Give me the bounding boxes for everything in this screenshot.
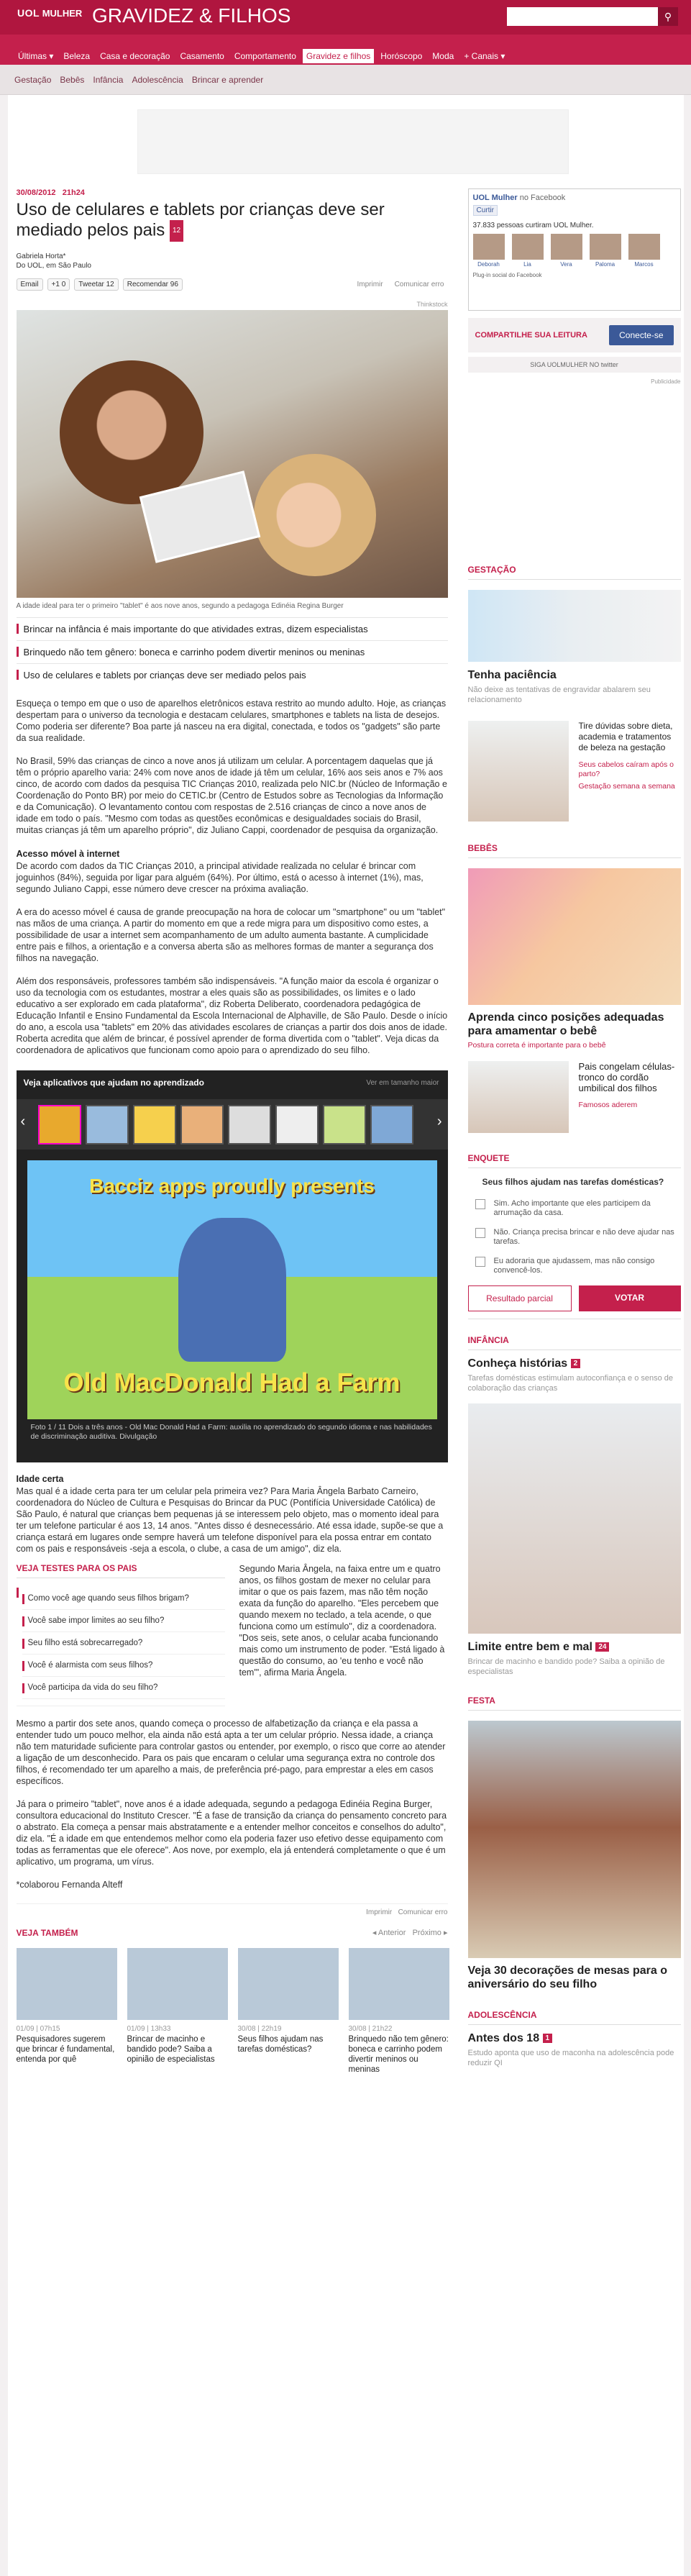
thumbnail: [17, 1948, 117, 2020]
related-link[interactable]: Brincar na infância é mais importante do que atividades extras, dizem especialistas: [17, 617, 448, 640]
nav-item[interactable]: Casa e decoração: [100, 51, 170, 61]
fb-name[interactable]: Deborah: [477, 261, 500, 268]
fb-name[interactable]: Paloma: [595, 261, 616, 268]
byline: Gabriela Horta* Do UOL, em São Paulo: [16, 252, 91, 270]
fb-face[interactable]: [590, 234, 621, 268]
section-gestacao: GESTAÇÃO Tenha paciência Não deixe as tentativas de engravidar abalarem seu relacionamento Tire dúvidas sobre dieta, academia e tratamentos de beleza na gestação Seus cabelos caíram após o parto? Gestação semana a semana: [468, 565, 681, 822]
gallery-thumb[interactable]: [275, 1105, 319, 1144]
poll: ENQUETE Seus filhos ajudam nas tarefas domésticas? Sim. Acho importante que eles participem da arrumação da casa. Não. Criança precisa brincar e não deve ajudar nas tarefas. Eu adoraria que ajudassem, mas não consigo convencê-los. Resultado parcial VOTAR: [468, 1153, 681, 1319]
link[interactable]: Famosos aderem: [578, 1101, 638, 1109]
article-date: 30/08/2012 21h24: [16, 188, 85, 197]
fb-name[interactable]: Marcos: [634, 261, 654, 268]
test-link[interactable]: Você sabe impor limites ao seu filho?: [22, 1610, 225, 1632]
fb-name[interactable]: Vera: [560, 261, 572, 268]
test-link[interactable]: Você é alarmista com seus filhos?: [22, 1655, 225, 1677]
twitter-follow[interactable]: SIGA UOLMULHER NO twitter: [468, 357, 681, 373]
gallery-thumb[interactable]: [180, 1105, 224, 1144]
recommend-button[interactable]: Recomendar 96: [123, 278, 183, 291]
tweet-button[interactable]: Tweetar 12: [74, 278, 118, 291]
partial-result-button[interactable]: Resultado parcial: [468, 1285, 572, 1311]
gallery-image: Bacciz apps proudly presents Old MacDonald Had a Farm: [27, 1160, 437, 1419]
item-date: 01/09 | 07h15: [16, 2025, 60, 2033]
prev-button[interactable]: ◂ Anterior: [372, 1929, 406, 1937]
headline[interactable]: Aprenda cinco posições adequadas para amamentar o bebê: [467, 1011, 664, 1037]
subhead-acesso: Acesso móvel à internet: [16, 849, 120, 859]
photo-caption: A idade ideal para ter o primeiro "tablet" é aos nove anos, segundo a pedagoga Edinéia Regina Burger: [16, 602, 344, 610]
section-adolescencia: ADOLESCÊNCIA Antes dos 18 1 Estudo aponta que uso de maconha na adolescência pode reduzir QI: [468, 2010, 681, 2068]
nav-item[interactable]: + Canais ▾: [464, 51, 505, 61]
photo-credit: Thinkstock: [416, 301, 448, 308]
nav-item[interactable]: Casamento: [180, 51, 224, 61]
section-bebes: BEBÊS Aprenda cinco posições adequadas para amamentar o bebê Postura correta é importante para o bebê Pais congelam células-tronco do cordão umbilical dos filhos Famosos aderem: [468, 843, 681, 1133]
headline[interactable]: Veja 30 decorações de mesas para o aniversário do seu filho: [467, 1965, 667, 1990]
enlarge-link[interactable]: Ver em tamanho maior: [366, 1079, 439, 1087]
gallery-thumb[interactable]: [370, 1105, 413, 1144]
ad-banner[interactable]: [137, 109, 569, 174]
article-footer: Imprimir Comunicar erro: [17, 1903, 448, 1916]
share-bar: [17, 276, 448, 292]
see-also-item[interactable]: [127, 1948, 228, 2075]
nav-item[interactable]: Horóscopo: [380, 51, 423, 61]
checkbox[interactable]: [475, 1199, 485, 1209]
search-input[interactable]: [507, 7, 658, 26]
photo-gallery[interactable]: Veja aplicativos que ajudam no aprendizado Ver em tamanho maior ‹ › Bacciz apps proudly presents Old MacDonald Had a Farm Foto 1 / 11 Dois a três anos - Old Mac Donald Had a Farm: auxilia no aprendizado do segundo idioma e nas habilidades de discriminação auditiva. Divulgação: [17, 1070, 448, 1462]
poll-option[interactable]: [475, 1257, 681, 1275]
item-date: 30/08 | 22h19: [237, 2025, 282, 2033]
search-icon[interactable]: ⚲: [658, 7, 678, 26]
main-nav: [0, 35, 691, 65]
gallery-thumb[interactable]: [86, 1105, 129, 1144]
headline[interactable]: Tenha paciência: [467, 669, 557, 681]
comment-count-badge[interactable]: 12: [170, 220, 183, 242]
article-title: Uso de celulares e tablets por crianças deve ser mediado pelos pais 12: [17, 200, 448, 242]
link[interactable]: Seus cabelos caíram após o parto?: [578, 760, 674, 778]
related-link[interactable]: Uso de celulares e tablets por crianças deve ser mediado pelos pais: [17, 663, 448, 686]
item-title[interactable]: Pesquisadores sugerem que brincar é fundamental, entenda por quê: [16, 2035, 115, 2064]
section-infancia: INFÂNCIA Conheça histórias 2 Tarefas domésticas estimulam autoconfiança e o senso de colaboração das crianças Limite entre bem e mal 24 Brincar de macinho e bandido pode? Saiba a opinião de especialistas: [468, 1335, 681, 1677]
headline[interactable]: Pais congelam células-tronco do cordão umbilical dos filhos: [578, 1061, 675, 1093]
nav-item[interactable]: Beleza: [63, 51, 91, 61]
print-button[interactable]: Imprimir: [357, 280, 383, 288]
report-error-link[interactable]: Comunicar erro: [394, 280, 444, 288]
channel-title[interactable]: GRAVIDEZ & FILHOS: [92, 4, 291, 27]
fb-face[interactable]: [473, 234, 505, 268]
fb-face[interactable]: [512, 234, 544, 268]
gallery-next-icon[interactable]: ›: [436, 1114, 442, 1129]
see-also-item[interactable]: [17, 1948, 117, 2075]
item-title[interactable]: Brincar de macinho e bandido pode? Saiba a opinião de especialistas: [127, 2035, 215, 2064]
item-title[interactable]: Brinquedo não tem gênero: boneca e carrinho podem divertir meninos ou meninas: [348, 2035, 449, 2074]
fb-face[interactable]: [628, 234, 660, 268]
header: [0, 0, 691, 35]
poll-option-label: Sim. Acho importante que eles participem da arrumação da casa.: [493, 1199, 651, 1217]
see-also-item[interactable]: [349, 1948, 449, 2075]
gallery-caption: Foto 1 / 11 Dois a três anos - Old Mac Donald Had a Farm: auxilia no aprendizado do segundo idioma e nas habilidades de discriminação auditiva. Divulgação: [30, 1423, 432, 1441]
related-link[interactable]: Brinquedo não tem gênero: boneca e carrinho podem divertir meninos ou meninas: [17, 640, 448, 663]
gallery-thumb[interactable]: [228, 1105, 271, 1144]
thumbnail: [127, 1948, 228, 2020]
section-festa: FESTA Veja 30 decorações de mesas para o aniversário do seu filho: [468, 1696, 681, 1991]
subnav-item[interactable]: Brincar e aprender: [191, 75, 264, 85]
note: *colaborou Fernanda Alteff: [16, 1880, 123, 1890]
subnav-item[interactable]: Infância: [93, 75, 124, 85]
item-date: 01/09 | 13h33: [127, 2025, 171, 2033]
poll-option[interactable]: [475, 1199, 681, 1218]
poll-option-label: Eu adoraria que ajudassem, mas não consigo convencê-los.: [493, 1257, 655, 1275]
poll-option-label: Não. Criança precisa brincar e não deve ajudar nas tarefas.: [493, 1228, 674, 1246]
checkbox[interactable]: [475, 1228, 485, 1238]
gallery-thumb[interactable]: [38, 1105, 81, 1144]
related-links: [17, 617, 448, 686]
tests-box: VEJA TESTES PARA OS PAIS Como você age quando seus filhos brigam? Você sabe impor limites ao seu filho? Seu filho está sobrecarregado? Você é alarmista com seus filhos? Você participa da vida do seu filho?: [17, 1563, 225, 1706]
logo[interactable]: UOL MULHER: [17, 7, 83, 19]
fb-face[interactable]: [551, 234, 582, 268]
thumbnail: [349, 1948, 449, 2020]
fb-name[interactable]: Lia: [523, 261, 531, 268]
article: 30/08/2012 21h24 Uso de celulares e tablets por crianças deve ser mediado pelos pais 12 Gabriela Horta* Do UOL, em São Paulo Email +1 0 Tweetar 12 Recomendar 96 Imprimir Comunicar erro Thinkstock A idade ideal para ter o primeiro "tablet" é aos nove anos, segundo a pedagoga Edinéia Regina Burger Brincar na infância é mais importante do que atividades extras, dizem especialistas Brinquedo não tem gênero: boneca e carrinho podem divertir meninos ou meninas Uso de celulares e tablets por crianças deve ser mediado pelos pais Esqueça o tempo em que o uso de aparelhos eletrônicos estava restrito ao mundo adulto. Hoje, as crianças despertam para o universo da tecnologia e destacam celulares, smartphones e tablets na lista de desejos. Como poderia ser diferente? Boa parte já nasceu na era digital, conectada, e todos os "gadgets" são parte da sua realidade. No Brasil, 59% das crianças de cinco a nove anos já utilizam um celular. A porcentagem daquelas que já têm o próprio aparelho varia: 24% com nove anos de idade já têm um celular, 16% aos seis anos e 7% aos cinco, de acordo com dados da pesquisa TIC Crianças 2010, realizada pelo NIC.br (Núcleo de Informação e Coordenação do Ponto BR) por meio do CETIC.br (Centro de Estudos sobre as Tecnologias da Informação e da Comunicação). O levantamento contou com respostas de 2.516 crianças de cinco a nove anos de idade em todo o país. "Mesmo com todas as questões econômicas e desigualdades sociais do Brasil, muitas crianças já têm um aparelho próprio", diz Juliano Cappi, coordenador de pesquisa da organização. Acesso móvel à internet De acordo com dados da TIC Crianças 2010, a principal atividade realizada no celular é brincar com joguinhos (84%), seguida por ligar para alguém (64%). Por último, está o acesso à internet (1%), mas, segundo Juliano Cappi, esse número deve crescer na próxima avaliação. A era do acesso móvel é causa de grande preocupação na hora de colocar um "smartphone" ou um "tablet" nas mãos de uma criança. A partir do momento em que a rede migra para um dispositivo como estes, a possibilidade de usar a internet sem acompanhamento de um adulto aumenta bastante. A cumplicidade entre pais e filhos, a orientação e a conversa aberta são as melhores formas de manter a segurança dos filhos na navegação. Além dos responsáveis, professores também são indispensáveis. "A função maior da escola é organizar o uso da tecnologia com os estudantes, mostrar a eles quais são as possibilidades, os limites e o lado educativo a ser explorado em cada plataforma", diz Roberta Deliberato, coordenadora pedagógica de Educação Infantil e Ensino Fundamental da Escola Internacional de Alphaville, de São Paulo. Desde o início do ano, a escola usa "tablets" em 20% das atividades escolares de crianças a partir dos dois anos de idade. Roberta acredita que além de brincar, é possível aprender de forma divertida com o "tablet". Veja dicas da coordenadora de aplicativos que funcionam como apoio para o aprendizado do seu filho. Veja aplicativos que ajudam no aprendizado Ver em tamanho maior ‹ › Bacciz apps proudly presents Old MacDonald Had a Farm Foto 1 / 11 Dois a três anos - Old Mac Donald Had a Farm: auxilia no aprendizado do segundo idioma e nas habilidades de discriminação auditiva. Divulgação Idade certa Mas qual é a idade certa para ter um celular pela primeira vez? Para Maria Ângela Barbato Carneiro, coordenadora do Núcleo de Cultura e Pesquisas do Brincar da PUC (Pontifícia Universidade Católica) de São Paulo, é natural que crianças bem pequenas já se interessem pelo objeto, mas o momento ideal para ter um telefone particular é aos 13, 14 anos. "Antes disso é desnecessário. Até essa idade, supõe-se que a criança estará em lugares onde sempre haverá um telefone disponível para ela possa entrar em contato com os pais e responsáveis -seja a escola, o clube, a casa de um amigo", diz ela. VEJA TESTES PARA OS PAIS Como você age quando seus filhos brigam? Você sabe impor limites ao seu filho? Seu filho está sobrecarregado? Você é alarmista com seus filhos? Você participa da vida do seu filho? Segundo Maria Ângela, na faixa entre um e quatro anos, os filhos gostam de mexer no celular para imitar o que os pais fazem, mas não têm noção exata da função do aparelho. "Eles percebem que quando mexem no teclado, a tela acende, o que funciona como um estímulo", diz a coordenadora. "Dos seis, sete anos, o celular acaba funcionando mais como um instrumento de poder. "Está ligado à questão do consumo, ao 'eu tenho e você não tem'", afirma Maria Ângela. Mesmo a partir dos sete anos, quando começa o processo de alfabetização da criança e ela passa a entender tudo um pouco melhor, ela ainda não está apta a ter um celular próprio. Nessa idade, a criança não tem maturidade suficiente para controlar gastos ou entender, por exemplo, o risco que corre ao atender a ligação de um desconhecido. Para os pais que encaram o celular uma segurança extra no controle dos filhos, é recomendado ter um aparelho a mais, de preferência pré-pago, para emprestar a eles em casos específicos. Já para o primeiro "tablet", nove anos é a idade adequada, segundo a pedagoga Edinéia Regina Burger, consultora educacional do Instituto Crescer. "É a fase de transição da criança do pensamento concreto para o abstrato. Ela começa a pensar mais abstratamente e a entender melhor conceitos e conselhos do adulto", diz ela. "É a idade em que entendemos melhor como ela poderia fazer uso efetivo desse equipamento com todas as ferramentas que ele oferece". Aos nove, por exemplo, ela já entenderá completamente o que é um aplicativo, um programa, um vírus. *colaborou Fernanda Alteff Imprimir Comunicar erro VEJA TAMBÉM ◂ Anterior Próximo ▸ 01/09 | 07h15 Pesquisadores sugerem que brincar é fundamental, entenda por quê 01/09 | 13h33 Brincar de macinho e bandido pode? Saiba a opinião de especialistas 30/08 | 22h19 Seus filhos ajudam nas tarefas domésticas? 30/08 | 21h22 Brinquedo não tem gênero: boneca e carrinho podem divertir meninos ou meninas: [16, 188, 449, 2074]
poll-option[interactable]: [475, 1228, 681, 1247]
facebook-connect-button[interactable]: Conecte-se: [609, 325, 673, 345]
nav-item[interactable]: Últimas ▾: [18, 51, 54, 61]
email-button[interactable]: Email: [17, 278, 43, 291]
gallery-prev-icon[interactable]: ‹: [20, 1114, 26, 1129]
headline[interactable]: Conheça histórias: [467, 1357, 568, 1370]
vote-button[interactable]: VOTAR: [579, 1285, 681, 1311]
subnav-item[interactable]: Bebês: [60, 75, 85, 85]
sidebar: UOL Mulher no Facebook Curtir 37.833 pessoas curtiram UOL Mulher. Deborah Lia Vera Paloma Marcos Plug-in social do Facebook COMPARTILHE SUA LEITURA Conecte-se SIGA UOLMULHER NO twitter Publicidade GESTAÇÃO Tenha paciência Não deixe as tentativas de engravidar abalarem seu relacionamento Tire dúvidas sobre dieta, academia e tratamentos de beleza na gestação Seus cabelos caíram após o parto? Gestação semana a semana BEBÊS Aprenda cinco posições adequadas para amamentar o bebê Postura correta é importante para o bebê Pais congelam células-tronco do cordão umbilical dos filhos Famosos aderem ENQUETE Seus filhos ajudam nas tarefas domésticas? Sim. Acho importante que eles participem da arrumação da casa. Não. Criança precisa brincar e não deve ajudar nas tarefas. Eu adoraria que ajudassem, mas não consigo convencê-los. Resultado parcial VOTAR INFÂNCIA Conheça histórias 2 Tarefas domésticas estimulam autoconfiança e o senso de colaboração das crianças Limite entre bem e mal 24 Brincar de macinho e bandido pode? Saiba a opinião de especialistas FESTA Veja 30 decorações de mesas para o aniversário do seu filho ADOLESCÊNCIA Antes dos 18 1 Estudo aponta que uso de maconha na adolescência pode reduzir QI: [468, 188, 681, 2068]
subnav-item[interactable]: Adolescência: [132, 75, 183, 85]
paragraph: Segundo Maria Ângela, na faixa entre um e quatro anos, os filhos gostam de mexer no celular para imitar o que os pais fazem, mas não têm noção exata da função do aparelho. "Eles percebem que quando mexem no teclado, a tela acende, o que funciona como um estímulo", diz a coordenadora. "Dos seis, sete anos, o celular acaba funcionando mais como um instrumento de poder. "Está ligado à questão do consumo, ao 'eu tenho e você não tem'", afirma Maria Ângela.: [239, 1564, 445, 1678]
gplus-button[interactable]: +1 0: [47, 278, 70, 291]
link[interactable]: Gestação semana a semana: [578, 782, 675, 791]
item-date: 30/08 | 21h22: [348, 2025, 393, 2033]
sub-nav: [0, 65, 691, 95]
nav-item[interactable]: Gravidez e filhos: [303, 49, 374, 63]
next-button[interactable]: Próximo ▸: [412, 1929, 448, 1937]
article-photo: [17, 310, 448, 598]
fb-like-button[interactable]: Curtir: [473, 205, 498, 216]
facebook-box: UOL Mulher no Facebook Curtir 37.833 pessoas curtiram UOL Mulher. Deborah Lia Vera Paloma Marcos Plug-in social do Facebook: [468, 188, 681, 311]
nav-item[interactable]: Moda: [432, 51, 454, 61]
gallery-thumb[interactable]: [133, 1105, 176, 1144]
checkbox[interactable]: [475, 1257, 485, 1267]
page: [8, 95, 684, 2576]
headline[interactable]: Limite entre bem e mal: [467, 1641, 592, 1653]
item-title[interactable]: Seus filhos ajudam nas tarefas domésticas?: [237, 2035, 324, 2054]
article-body: Esqueça o tempo em que o uso de aparelhos eletrônicos estava restrito ao mundo adulto. Hoje, as crianças despertam para o universo da tecnologia e destacam celulares, smartphones e tablets na lista de desejos. Como poderia ser diferente? Boa parte já nasceu na era digital, conectada, e todos os "gadgets" são parte da sua realidade. No Brasil, 59% das crianças de cinco a nove anos já utilizam um celular. A porcentagem daquelas que já têm o próprio aparelho varia: 24% com nove anos de idade já têm um celular, 16% aos seis anos e 7% aos cinco, de acordo com dados da pesquisa TIC Crianças 2010, realizada pelo NIC.br (Núcleo de Informação e Coordenação do Ponto BR) por meio do CETIC.br (Centro de Estudos sobre as Tecnologias da Informação e da Comunicação). O levantamento contou com respostas de 2.516 crianças de cinco a nove anos de idade em todo o país. "Mesmo com todas as questões econômicas e desigualdades sociais do Brasil, muitas crianças já têm um aparelho próprio", diz Juliano Cappi, coordenador de pesquisa da organização. Acesso móvel à internet De acordo com dados da TIC Crianças 2010, a principal atividade realizada no celular é brincar com joguinhos (84%), seguida por ligar para alguém (64%). Por último, está o acesso à internet (1%), mas, segundo Juliano Cappi, esse número deve crescer na próxima avaliação. A era do acesso móvel é causa de grande preocupação na hora de colocar um "smartphone" ou um "tablet" nas mãos de uma criança. A partir do momento em que a rede migra para um dispositivo como estes, a possibilidade de usar a internet sem acompanhamento de um adulto aumenta bastante. A cumplicidade entre pais e filhos, a orientação e a conversa aberta são as melhores formas de manter a segurança dos filhos na navegação. Além dos responsáveis, professores também são indispensáveis. "A função maior da escola é organizar o uso da tecnologia com os estudantes, mostrar a eles quais são as possibilidades, os limites e o lado educativo a ser explorado em cada plataforma", diz Roberta Deliberato, coordenadora pedagógica de Educação Infantil e Ensino Fundamental da Escola Internacional de Alphaville, de São Paulo. Desde o início do ano, a escola usa "tablets" em 20% das atividades escolares de crianças a partir dos dois anos de idade. Roberta acredita que além de brincar, é possível aprender de forma divertida com o "tablet". Veja dicas da coordenadora de aplicativos que funcionam como apoio para o aprendizado do seu filho.: [16, 698, 448, 1055]
see-also: VEJA TAMBÉM ◂ Anterior Próximo ▸ 01/09 | 07h15 Pesquisadores sugerem que brincar é fundamental, entenda por quê 01/09 | 13h33 Brincar de macinho e bandido pode? Saiba a opinião de especialistas 30/08 | 22h19 Seus filhos ajudam nas tarefas domésticas? 30/08 | 21h22 Brinquedo não tem gênero: boneca e carrinho podem divertir meninos ou meninas: [16, 1928, 449, 2074]
subhead-idade: Idade certa: [16, 1474, 64, 1484]
headline[interactable]: Tire dúvidas sobre dieta, academia e tratamentos de beleza na gestação: [578, 721, 673, 752]
thumbnail: [238, 1948, 339, 2020]
headline[interactable]: Antes dos 18: [467, 2032, 540, 2044]
test-link[interactable]: Você participa da vida do seu filho?: [22, 1677, 225, 1699]
share-reading: COMPARTILHE SUA LEITURA Conecte-se: [468, 318, 681, 352]
nav-item[interactable]: Comportamento: [234, 51, 296, 61]
test-link[interactable]: Como você age quando seus filhos brigam?: [22, 1588, 225, 1610]
subnav-item[interactable]: Gestação: [14, 75, 52, 85]
test-link[interactable]: Seu filho está sobrecarregado?: [22, 1632, 225, 1655]
gallery-thumb[interactable]: [323, 1105, 366, 1144]
see-also-item[interactable]: [238, 1948, 339, 2075]
